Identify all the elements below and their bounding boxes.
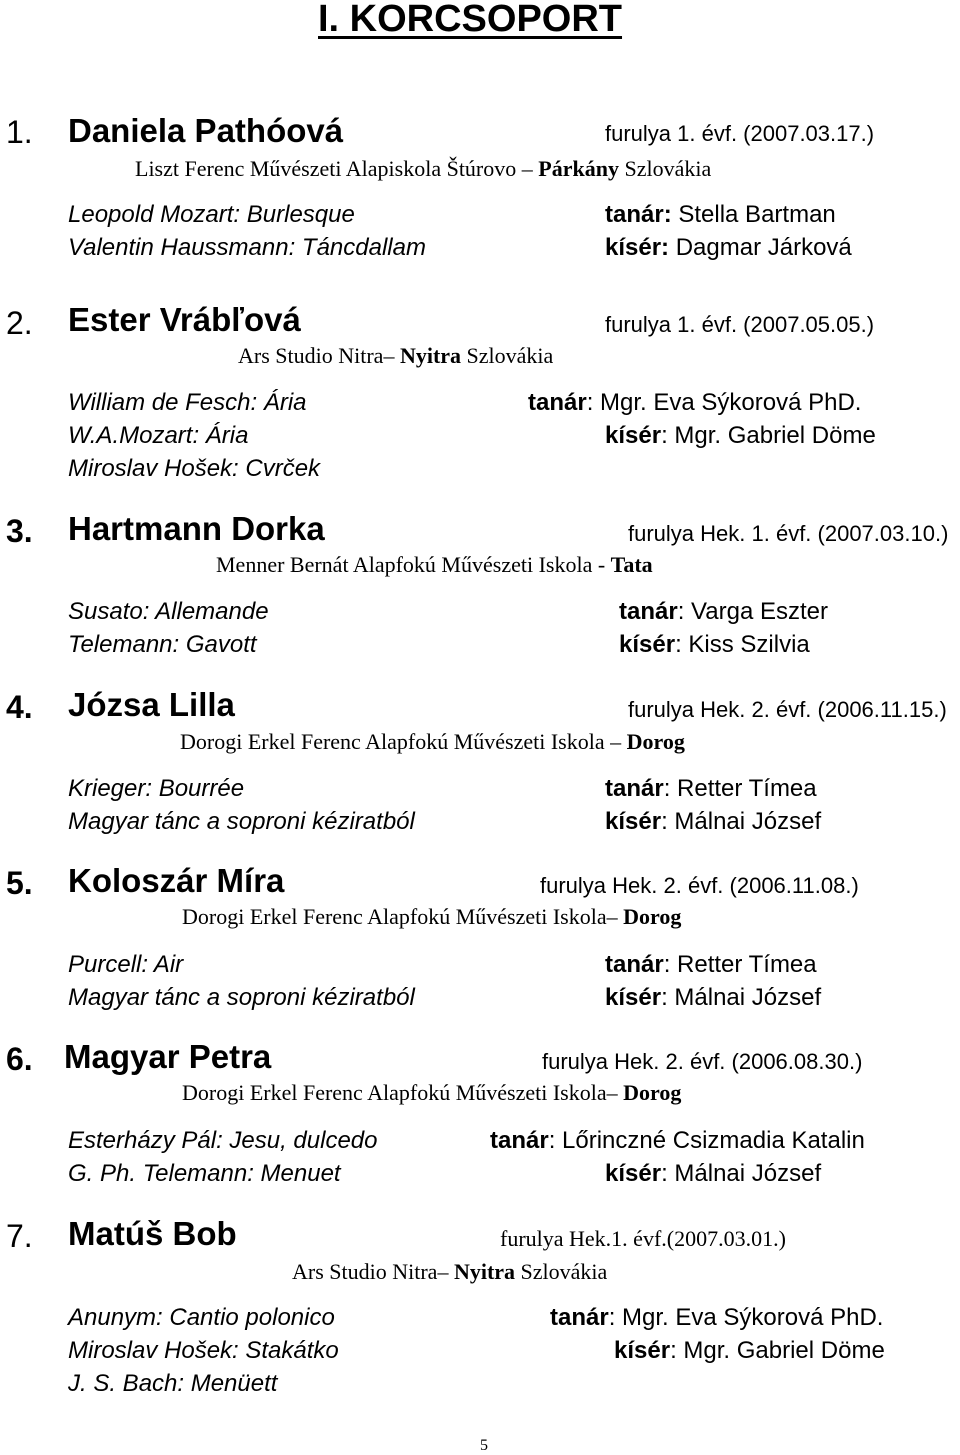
performer-name: Józsa Lilla (68, 686, 235, 723)
accompanist: kísér: Mgr. Gabriel Döme (605, 422, 876, 449)
entry-number: 2. (6, 305, 33, 341)
teacher: tanár: Retter Tímea (605, 775, 817, 802)
entry-number: 3. (6, 513, 33, 549)
instrument-info: furulya 1. évf. (2007.03.17.) (605, 121, 875, 146)
accompanist: kísér: Mgr. Gabriel Döme (614, 1337, 885, 1364)
accompanist: kísér: Málnai József (605, 1160, 822, 1187)
piece: Esterházy Pál: Jesu, dulcedo (68, 1127, 378, 1154)
accompanist: kísér: Kiss Szilvia (619, 631, 810, 658)
page-title: I. KORCSOPORT (318, 0, 623, 40)
teacher: tanár: Retter Tímea (605, 951, 817, 978)
accompanist: kísér: Málnai József (605, 808, 822, 835)
page-number: 5 (480, 1437, 488, 1454)
teacher: tanár: Stella Bartman (605, 201, 836, 228)
piece: Krieger: Bourrée (68, 775, 245, 802)
performer-name: Koloszár Míra (68, 862, 285, 899)
piece: Magyar tánc a soproni kéziratból (68, 984, 415, 1011)
piece: Magyar tánc a soproni kéziratból (68, 808, 415, 835)
piece: Leopold Mozart: Burlesque (68, 201, 355, 228)
instrument-info: furulya Hek. 2. évf. (2006.11.08.) (540, 873, 859, 898)
piece: Telemann: Gavott (68, 631, 257, 658)
school-line: Ars Studio Nitra– Nyitra Szlovákia (238, 343, 554, 368)
piece: Valentin Haussmann: Táncdallam (68, 234, 426, 261)
instrument-info: furulya Hek. 2. évf. (2006.08.30.) (542, 1049, 863, 1074)
entry-number: 6. (6, 1041, 33, 1077)
entry-number: 4. (6, 689, 33, 725)
piece: Purcell: Air (68, 951, 184, 978)
accompanist: kísér: Dagmar Járková (605, 234, 852, 261)
teacher: tanár: Varga Eszter (619, 598, 828, 625)
school-line: Dorogi Erkel Ferenc Alapfokú Művészeti Iskola– Dorog (182, 904, 682, 929)
performer-name: Matúš Bob (68, 1215, 237, 1252)
teacher: tanár: Mgr. Eva Sýkorová PhD. (528, 389, 862, 416)
entry-number: 5. (6, 865, 33, 901)
school-line: Ars Studio Nitra– Nyitra Szlovákia (292, 1259, 608, 1284)
school-line: Dorogi Erkel Ferenc Alapfokú Művészeti Iskola – Dorog (180, 729, 685, 754)
piece: G. Ph. Telemann: Menuet (68, 1160, 341, 1187)
instrument-info: furulya Hek.1. évf.(2007.03.01.) (500, 1226, 786, 1251)
piece: Miroslav Hošek: Stakátko (68, 1337, 339, 1364)
piece: Anunym: Cantio polonico (68, 1304, 335, 1331)
school-line: Liszt Ferenc Művészeti Alapiskola Štúrovo – Párkány Szlovákia (135, 156, 712, 181)
piece: Susato: Allemande (68, 598, 269, 625)
accompanist: kísér: Málnai József (605, 984, 822, 1011)
entry-number: 7. (6, 1218, 33, 1254)
performer-name: Hartmann Dorka (68, 510, 325, 547)
school-line: Menner Bernát Alapfokú Művészeti Iskola - Tata (216, 552, 653, 577)
teacher: tanár: Mgr. Eva Sýkorová PhD. (550, 1304, 884, 1331)
school-line: Dorogi Erkel Ferenc Alapfokú Művészeti Iskola– Dorog (182, 1080, 682, 1105)
performer-name: Magyar Petra (64, 1038, 272, 1075)
instrument-info: furulya 1. évf. (2007.05.05.) (605, 312, 875, 337)
piece: William de Fesch: Ária (68, 389, 307, 416)
piece: W.A.Mozart: Ária (68, 422, 249, 449)
piece: J. S. Bach: Menüett (68, 1370, 278, 1397)
instrument-info: furulya Hek. 1. évf. (2007.03.10.) (628, 521, 949, 546)
performer-name: Ester Vrábľová (68, 301, 301, 338)
entry-number: 1. (6, 114, 33, 150)
piece: Miroslav Hošek: Cvrček (68, 455, 321, 482)
teacher: tanár: Lőrinczné Csizmadia Katalin (490, 1127, 865, 1154)
performer-name: Daniela Pathóová (68, 112, 344, 149)
instrument-info: furulya Hek. 2. évf. (2006.11.15.) (628, 697, 947, 722)
